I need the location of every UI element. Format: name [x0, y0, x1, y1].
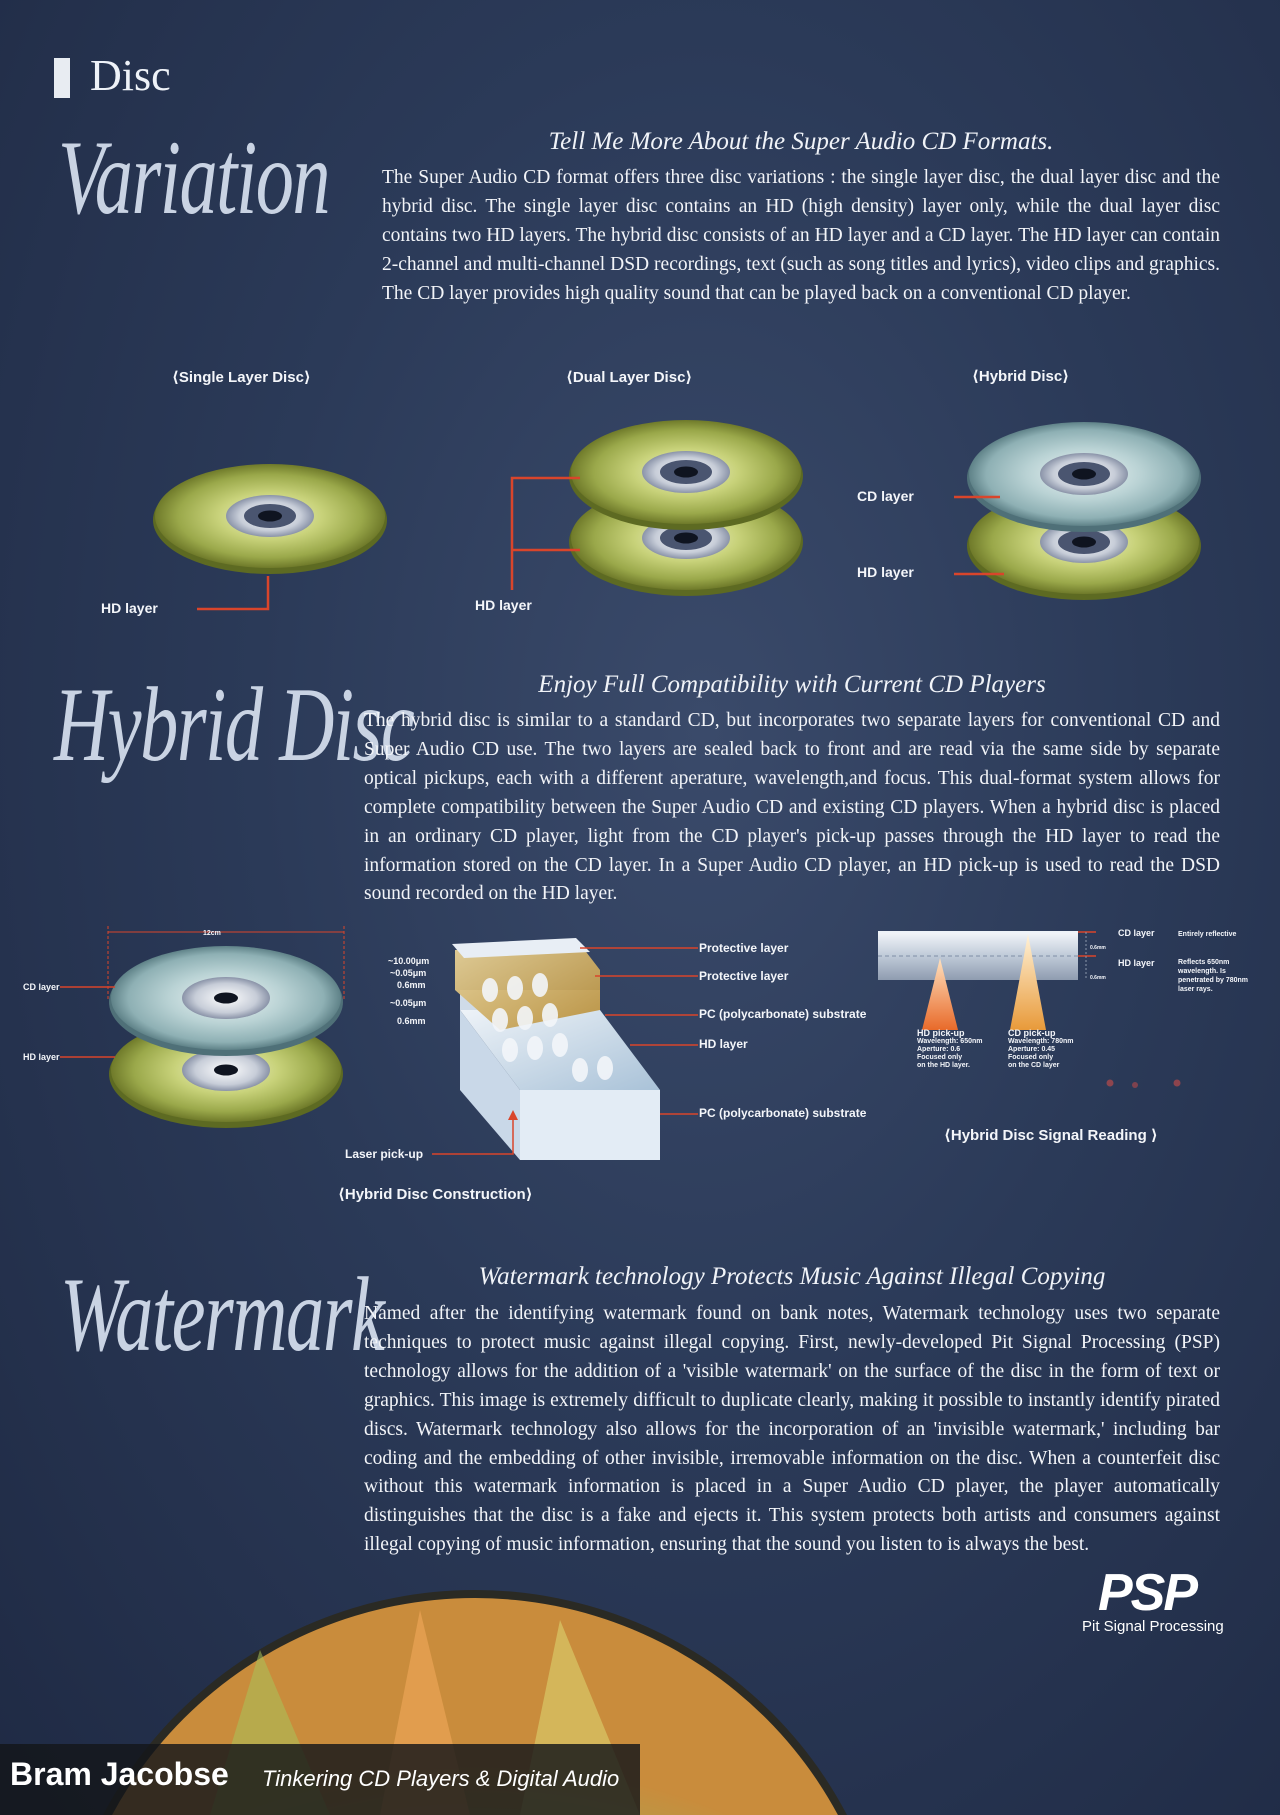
label-protective-layer-2: Protective layer: [699, 969, 789, 983]
dual-layer-disc: [569, 420, 803, 596]
hd-pickup-title: HD pick-up: [917, 1028, 965, 1038]
page-header: Disc: [90, 51, 171, 100]
footer-tagline: Tinkering CD Players & Digital Audio: [262, 1766, 620, 1791]
hybrid-heading: Enjoy Full Compatibility with Current CD Players: [538, 671, 1046, 698]
watermark-heading: Watermark technology Protects Music Against Illegal Copying: [478, 1263, 1106, 1290]
stack-cd-layer-label: CD layer: [23, 982, 60, 992]
cd-pickup-line: Focused only: [1008, 1054, 1054, 1061]
single-layer-caption: ⟨Single Layer Disc⟩: [172, 369, 311, 386]
dim-2: ~0.05μm: [390, 968, 427, 978]
footer-author: Bram Jacobse: [10, 1756, 229, 1792]
label-pc-substrate-2: PC (polycarbonate) substrate: [699, 1106, 867, 1120]
psp-subtitle: Pit Signal Processing: [1082, 1618, 1224, 1635]
psp-logo: PSP: [1098, 1564, 1197, 1622]
cd-pickup-line: Wavelength: 780nm: [1008, 1038, 1074, 1045]
dim-5: 0.6mm: [397, 1016, 426, 1026]
signal-hd-layer: HD layer: [1118, 958, 1155, 968]
single-layer-disc: [153, 464, 387, 574]
disc-variations-illustration: [0, 400, 1280, 630]
watermark-title: Watermark: [60, 1256, 384, 1373]
stack-hd-layer-label: HD layer: [23, 1052, 60, 1062]
hd-pickup-line: Aperture: 0.6: [917, 1046, 961, 1053]
variation-title: Variation: [58, 119, 330, 236]
hybrid-cd-layer-label: CD layer: [857, 488, 914, 504]
cd-pickup-line: Aperture: 0.45: [1008, 1046, 1056, 1053]
dim-1: ~10.00μm: [388, 956, 430, 966]
label-laser-pickup: Laser pick-up: [345, 1147, 424, 1161]
dimension-12cm: 12cm: [203, 930, 221, 937]
hybrid-disc-title: Hybrid Disc: [54, 666, 414, 783]
cd-pickup-spec: [1008, 1028, 1098, 1070]
watermark-body: Named after the identifying watermark found on bank notes, Watermark technology uses two separate techniques to protect music against illegal copying. First, newly-developed Pit Signal Processing (PSP) technology allows for the addition of a 'visible watermark' on the surface of the disc in the form of text or graphics. This image is extremely difficult to duplicate clearly, making it possible to instantly identify pirated discs. Watermark technology also allows for the incorporation of an 'invisible watermark,' including bar coding and the embedding of other invisible, irremovable information on the disc. When a counterfeit disc without this watermark information is placed in a Super Audio CD player, the player automatically distinguishes that the disc is a fake and ejects it. This system protects both artists and consumers against illegal copying of music information, ensuring that the sound you listen to is always the best.: [364, 1303, 1220, 1556]
hd-pickup-spec: [917, 1028, 1007, 1070]
hd-pickup-line: Focused only: [917, 1054, 963, 1061]
dim-4: ~0.05μm: [390, 998, 427, 1008]
signal-caption: ⟨Hybrid Disc Signal Reading ⟩: [944, 1127, 1158, 1144]
hybrid-construction-diagram: [340, 930, 900, 1170]
dual-layer-caption: ⟨Dual Layer Disc⟩: [566, 369, 693, 386]
hybrid-disc-caption: ⟨Hybrid Disc⟩: [972, 368, 1070, 385]
section-marker: [54, 58, 70, 98]
signal-cd-note: Entirely reflective: [1178, 931, 1237, 938]
label-protective-layer-1: Protective layer: [699, 941, 789, 955]
hybrid-body: The hybrid disc is similar to a standard CD, but incorporates two separate layers for conventional CD and Super Audio CD use. The two layers are sealed back to front and are read via the same side by separate optical pickups, each with a different aperature, wavelength,and focus. This dual-format system allows for complete compatibility between the Super Audio CD and existing CD players. When a hybrid disc is placed in an ordinary CD player, light from the CD player's pick-up passes through the HD layer to read the information stored on the CD layer. In a Super Audio CD player, an HD pick-up is used to read the DSD sound recorded on the HD layer.: [364, 710, 1220, 905]
dim-3: 0.6mm: [397, 980, 426, 990]
construction-caption: ⟨Hybrid Disc Construction⟩: [338, 1186, 533, 1203]
hd-pickup-line: on the HD layer.: [917, 1062, 970, 1069]
signal-hd-note: Reflects 650nm wavelength. Is penetrated by 780nm laser rays.: [1178, 959, 1249, 993]
variation-heading: Tell Me More About the Super Audio CD Formats.: [548, 128, 1054, 155]
label-pc-substrate-1: PC (polycarbonate) substrate: [699, 1007, 867, 1021]
single-hd-layer-label: HD layer: [101, 600, 158, 616]
hd-pickup-line: Wavelength: 650nm: [917, 1038, 983, 1045]
hybrid-disc-stack-illustration: [0, 920, 360, 1140]
signal-thickness-2: 0.6mm: [1090, 975, 1106, 981]
hybrid-hd-layer-label: HD layer: [857, 564, 914, 580]
variation-body: The Super Audio CD format offers three disc variations : the single layer disc, the dual layer disc and the hybrid disc. The single layer disc contains an HD (high density) layer only, while the dual layer disc contains two HD layers. The hybrid disc consists of an HD layer and a CD layer. The HD layer can contain 2-channel and multi-channel DSD recordings, text (such as song titles and lyrics), video clips and graphics. The CD layer provides high quality sound that can be played back on a conventional CD player.: [382, 167, 1220, 304]
signal-thickness-1: 0.6mm: [1090, 945, 1106, 951]
signal-cd-layer: CD layer: [1118, 928, 1155, 938]
cd-pickup-line: on the CD layer: [1008, 1062, 1060, 1069]
single-hd-pointer: [197, 576, 268, 609]
label-hd-layer: HD layer: [699, 1037, 748, 1051]
dual-hd-pointer-top: [512, 478, 580, 590]
dual-hd-layer-label: HD layer: [475, 597, 532, 613]
cd-pickup-title: CD pick-up: [1008, 1028, 1056, 1038]
